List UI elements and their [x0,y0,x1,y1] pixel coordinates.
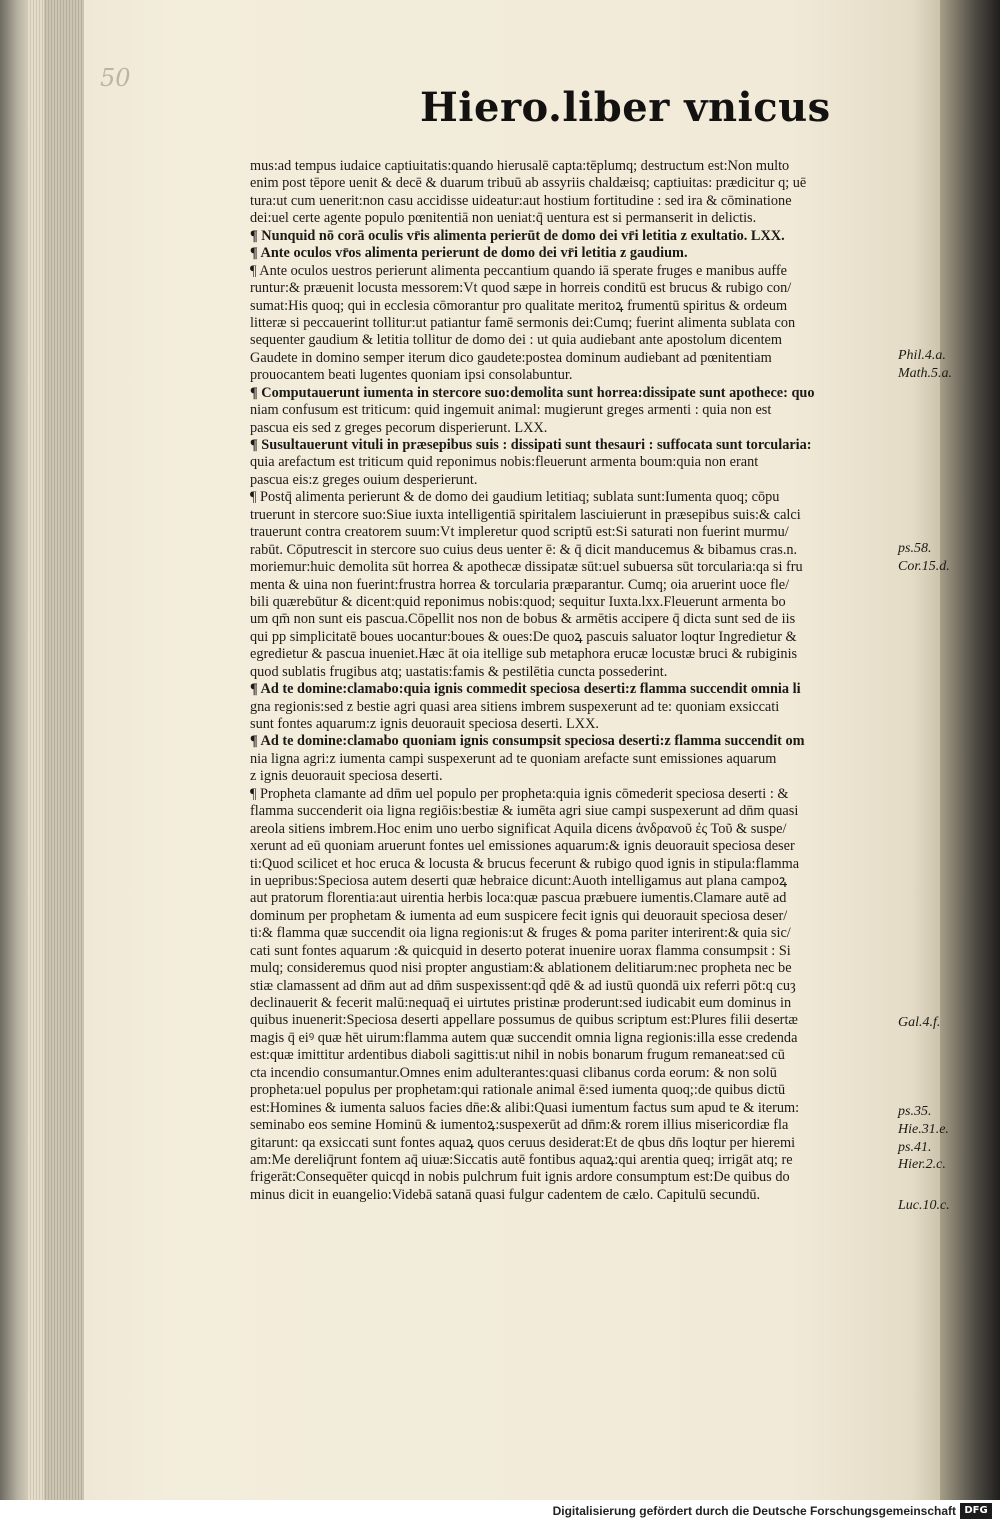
text-line: aut pratorum florentia:aut uirentia herbis loca:quæ pascua præbuere iumentis.Clamare autē ad [250,890,787,907]
text-line: um qm̄ non sunt eis pascua.Cōpellit nos non de bobus & armētis accipere q̄ dicta sunt sed de iis [250,611,796,628]
text-line: ¶ Propheta clamante ad dn̄m uel populo per propheta:quia ignis cōmederit speciosa deserti : & [250,785,789,802]
text-line: ¶ Susultauerunt vituli in præsepibus suis : dissipati sunt thesauri : suffocata sunt torcularia: [250,437,812,453]
text-line: stiæ clamassent ad dn̄m aut ad dn̄m suspexissent:qd̄ qdē & ad iustū quondā uix referri pōt:q cuȝ [250,977,796,994]
text-line: pascua eis sed z greges pecorum disperierunt. LXX. [250,419,548,436]
text-line: dei:uel certe agente populo pœnitentiā non ueniat:q̄ uentura est si permanserit in delictis. [250,210,757,227]
text-line: areola sitiens imbrem.Hoc enim uno uerbo significat Aquila dicens ἀνδρανοῦ ἐς Τοῦ & suspe/ [250,820,787,837]
text-line: moriemur:huic demolita sūt horrea & apothecæ dissipatæ sūt:uel subuersa sūt torcularia:qa si fru [250,559,803,576]
text-line: runtur:& præuenit locusta messorem:Vt quod sæpe in horreis conditū est brucus & rubigo con/ [250,280,792,297]
text-line: est:quæ imittitur ardentibus diaboli sagittis:ut nihil in nobis bonarum frugum remaneat:sed cū [250,1047,785,1064]
text-line: sunt fontes aquarum:z ignis deuorauit speciosa deserti. LXX. [250,716,599,732]
text-line: declinauerit & fecerit malū:nequaq̄ ei uirtutes pristinæ proderunt:sed iudicabit eum dominus in [250,995,792,1011]
text-line: prouocantem beati lugentes quoniam ipsi consolabuntur. [250,367,573,384]
text-line: ¶ Ante oculos uestros perierunt alimenta peccantium quando iā sperate fruges e manibus auffe [250,262,788,279]
text-line: mus:ad tempus iudaice captiuitatis:quando hierusalē capta:tēplumq; destructum est:Non multo [250,158,790,174]
text-line: est:Homines & iumenta saluos facies dn̄e:& alibi:Quasi iumentum factus sum apud te & iterum: [250,1099,800,1116]
text-line: ¶ Ante oculos vr̄os alimenta perierunt de domo dei vr̄i letitia z gaudium. [250,245,688,262]
text-line: ti:Quod scilicet et hoc eruca & locusta & brucus fecerunt & rubigo quod ignis in stipula:flamma [250,855,800,872]
text-line: litteræ si peccauerint tollitur:ut patiantur famē sermonis dei:Cumq; fuerint alimenta sublata con [250,314,796,331]
footer-bar [0,1500,1000,1523]
text-line: quia arefactum est triticum quid reponimus nobis:fleuerunt armenta boum:quia non erant [250,454,759,471]
text-line: flamma succenderit oia ligna regiōis:bestiæ & iumēta agri siue campi suspexerunt ad dn̄m quasi [250,803,799,820]
pencil-folio-number: 50 [100,64,131,92]
text-line: ¶ Ad te domine:clamabo:quia ignis commedit speciosa deserti:z flamma succendit omnia li [250,681,801,698]
text-line: dominum per prophetam & iumenta ad eum suspicere fecit ignis qui deuorauit speciosa deser/ [250,907,788,924]
text-line: rabūt. Cōputrescit in stercore suo cuius deus uenter ē: & q̄ dicit manducemus & bibamus cras.n. [250,541,798,558]
page-edges [28,0,88,1500]
marginal-note: Luc.10.c. [898,1198,950,1213]
marginal-note: Hie.31.e. [898,1122,949,1137]
marginal-note: Cor.15.d. [898,559,950,574]
text-line: Gaudete in domino semper iterum dico gaudete:postea dominum audiebant ad pœnitentiam [250,349,772,366]
marginal-note: Hier.2.c. [898,1157,946,1172]
text-line: in uepribus:Speciosa autem deserti quæ hebraice dicunt:Auoth intelligamus aut plana campoꝝ [250,872,788,889]
text-line: menta & uina non fuerint:frustra horrea & torcularia præparantur. Cumq; oia aruerint uoce fle/ [250,576,790,593]
text-line: xerunt ad eū quoniam aruerunt fontes uel emissiones aquarum:& ignis deuorauit speciosa deser [250,838,795,855]
text-line: cati sunt fontes aquarum :& quicquid in deserto poterat inuenire uorax flamma consumpsit : Si [250,942,791,959]
text-line: mulq; consideremus quod nisi propter angustiam:& ablationem delitiarum:nec propheta nec be [250,960,792,977]
text-line: gna regionis:sed z bestie agri quasi area sitiens imbrem suspexerunt ad te: quoniam exsiccati [250,698,780,715]
dfg-logo: DFG [960,1503,992,1519]
text-line: cta incendio consumantur.Omnes enim adulterantes:quasi clibanus corda eorum: & non solū [250,1064,777,1081]
text-line: ¶ Postq̄ alimenta perierunt & de domo dei gaudium letitiaq; sublata sunt:Iumenta quoq; cōpu [250,489,780,506]
text-line: seminabo eos semine Hominū & iumentoꝝ:suspexerūt ad dn̄m:& rorem illius misericordiæ fla [250,1117,789,1134]
text-line: bili quærebūtur & dicent:quid reponimus nobis:quod; sequitur Iuxta.lxx.Fleuerunt armenta bo [250,593,786,610]
text-line: niam confusum est triticum: quid ingemuit animal: mugierunt greges armenti : quia non est [250,402,772,419]
text-line: sequenter gaudium & letitia tollitur de domo dei : ut quia audiebant ante apostolum dicentem [250,332,783,349]
text-line: propheta:uel populus per prophetam:qui rationale animal ē:sed iumenta quoq;:de quibus dictū [250,1082,786,1099]
text-line: truerunt in stercore suo:Siue iuxta intelligentiā spiritalem lasciuierunt in præsepibus suis:& calci [250,506,801,523]
text-line: ti:& flamma quæ succendit oia ligna regionis:ut & fruges & poma pariter interirent:& quia sic/ [250,925,791,942]
marginal-note: Gal.4.f. [898,1015,941,1030]
text-line: nia ligna agri:z iumenta campi suspexerunt ad te quoniam arefacte sunt emissiones aquarum [250,750,777,767]
text-line: frigerāt:Consequēter quicqd in nobis pulchrum fuit ignis ardore consumptum est:De quibus do [250,1169,790,1186]
text-line: sumat:His quoq; qui in ecclesia cōmorantur pro qualitate meritoꝝ frumentū spiritus & ordeum [250,297,788,314]
text-line: minus dicit in euangelio:Videbā satanā quasi fulgur cadentem de cælo. Capitulū secundū. [250,1186,761,1203]
text-line: tura:ut cum uenerit:non casu accidisse uideatur:aut hostium fortitudine : sed ira & cōminatione [250,192,792,209]
text-line: enim post tēpore uenit & decē & duarum tribuū ab assyriis chaldæisq; captiuitas: prædicitur q; uē [250,175,807,192]
text-line: am:Me dereliq̄runt fontem aq̄ uiuæ:Siccatis autē fontibus aquaꝝ:qui arentia queq; irrigāt atq; re [250,1151,793,1168]
marginal-note: ps.41. [898,1140,932,1155]
text-line: ¶ Nunquid nō corā oculis vr̄is alimenta perierūt de domo dei vr̄i letitia z exultatio. LXX. [250,227,785,244]
text-line: qui pp simplicitatē boues uocantur:boues & oues:De quoꝝ pascuis saluator loqtur Ingredietur & [250,628,797,645]
text-line: egredietur & pascua inueniet.Hæc āt oia itellige sub metaphora erucæ locustæ bruci & rubiginis [250,646,798,663]
marginal-note: ps.35. [898,1104,932,1119]
text-line: quod sublatis frugibus atq; uastatis:famis & pestilētia cuncta possederint. [250,663,668,680]
marginal-note: Math.5.a. [898,366,953,381]
main-text-block [250,158,890,1204]
text-line: magis q̄ eiꝰ quæ hēt uirum:flamma autem quæ succendit omnia ligna regionis:illa esse credenda [250,1029,798,1046]
text-line: gitarunt: qa exsiccati sunt fontes aquaꝝ quos ceruus desiderat:Et de qbus dn̄s loqtur per hieremi [250,1134,796,1151]
text-line: ¶ Computauerunt iumenta in stercore suo:demolita sunt horrea:dissipate sunt apothece: quo [250,384,815,401]
right-gutter-shadow [940,0,1000,1500]
text-line: ¶ Ad te domine:clamabo quoniam ignis consumpsit speciosa deserti:z flamma succendit om [250,733,805,750]
marginal-note: ps.58. [898,541,932,556]
marginal-note: Phil.4.a. [898,348,946,363]
text-line: z ignis deuorauit speciosa deserti. [250,768,443,785]
running-header: Hiero.liber vnicus [420,84,831,131]
footer-credit: Digitalisierung gefördert durch die Deutsche Forschungsgemeinschaft [552,1504,956,1518]
text-line: trauerunt contra creatorem suum:Vt impleretur quod scriptū est:Si saturati non fuerint murmu/ [250,524,789,541]
text-line: pascua eis:z greges ouium desperierunt. [250,471,478,488]
text-line: quibus inuenerit:Speciosa deserti appellare possumus de quibus scriptum est:Plures filii desertæ [250,1012,798,1029]
